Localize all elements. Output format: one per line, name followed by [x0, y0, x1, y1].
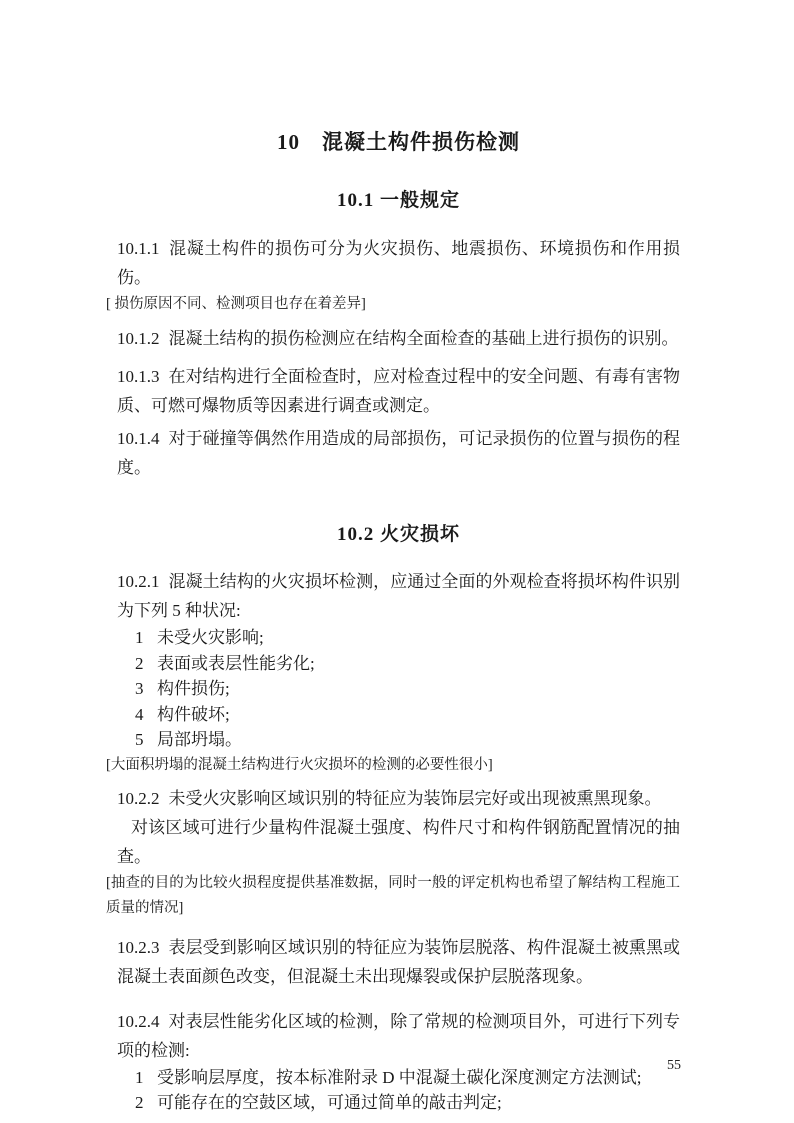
clause-10-1-2: [117, 324, 680, 353]
item-text: 构件破坏;: [157, 704, 230, 724]
clause-10-2-1: [117, 567, 680, 625]
list-item: [117, 676, 680, 702]
clause-10-2-1-note: [大面积坍塌的混凝土结构进行火灾损坏的检测的必要性很小]: [106, 756, 493, 773]
item-number: 2: [135, 653, 144, 673]
item-number: 1: [135, 628, 144, 647]
clause-10-2-2-continuation: 对该区域可进行少量构件混凝土强度、构件尺寸和构件钢筋配置情况的抽查。: [117, 817, 680, 866]
list-item: [117, 702, 680, 728]
list-item: [117, 651, 680, 677]
chapter-title: 10 混凝土构件损伤检测: [277, 130, 520, 154]
clause-number: 10.2.3: [117, 937, 160, 957]
clause-10-1-4: [117, 424, 680, 482]
item-number: 3: [135, 679, 144, 698]
clause-10-1-1-note: [ 损伤原因不同、检测项目也存在着差异]: [106, 296, 366, 312]
clause-number: 10.1.2: [117, 329, 160, 348]
clause-number: 10.1.1: [117, 239, 160, 258]
item-text: 构件损伤;: [157, 679, 230, 698]
clause-10-2-4-list: [117, 1065, 680, 1116]
clause-text: 在对结构进行全面检查时，应对检查过程中的安全问题、有毒有害物质、可燃可爆物质等因素进行调查或测定。: [117, 367, 680, 415]
item-number: 4: [135, 704, 144, 724]
item-text: 局部坍塌。: [157, 730, 242, 749]
clause-10-1-3: [117, 362, 680, 420]
clause-number: 10.2.2: [117, 788, 160, 808]
clause-number: 10.1.3: [117, 367, 160, 386]
item-text: 可能存在的空鼓区域，可通过简单的敲击判定;: [157, 1093, 502, 1112]
item-number: 5: [135, 730, 144, 749]
clause-number: 10.1.4: [117, 429, 160, 448]
clause-10-2-4: [117, 1007, 680, 1065]
item-text: 表面或表层性能劣化;: [157, 653, 315, 673]
clause-text: 对于碰撞等偶然作用造成的局部损伤，可记录损伤的位置与损伤的程度。: [117, 429, 680, 477]
clause-10-2-3: [117, 933, 680, 991]
clause-text: 混凝土构件的损伤可分为火灾损伤、地震损伤、环境损伤和作用损伤。: [117, 239, 680, 287]
clause-10-2-2: [117, 784, 680, 813]
section-heading-10-2: 10.2 火灾损坏: [336, 524, 460, 545]
list-item: [117, 727, 680, 753]
list-item: [117, 1065, 680, 1091]
clause-10-2-2-note: [抽查的目的为比较火损程度提供基准数据，同时一般的评定机构也希望了解结构工程施工质量的情况]: [106, 874, 680, 916]
clause-text: 表层受到影响区域识别的特征应为装饰层脱落、构件混凝土被熏黑或混凝土表面颜色改变，但混凝土未出现爆裂或保护层脱落现象。: [117, 937, 680, 986]
clause-text: 混凝土结构的火灾损坏检测，应通过全面的外观检查将损坏构件识别为下列 5 种状况:: [117, 572, 680, 620]
clause-text: 混凝土结构的损伤检测应在结构全面检查的基础上进行损伤的识别。: [168, 329, 679, 348]
page-number: 55: [667, 1058, 681, 1073]
clause-text: 未受火灾影响区域识别的特征应为装饰层完好或出现被熏黑现象。: [168, 788, 662, 808]
item-text: 未受火灾影响;: [157, 628, 264, 647]
item-number: 2: [135, 1093, 144, 1112]
clause-number: 10.2.1: [117, 572, 160, 591]
list-item: [117, 625, 680, 651]
page-content: [106, 0, 680, 1116]
item-number: 1: [135, 1067, 144, 1087]
item-text: 受影响层厚度，按本标准附录 D 中混凝土碳化深度测定方法测试;: [157, 1067, 642, 1087]
clause-10-1-1: [117, 234, 680, 292]
list-item: [117, 1090, 680, 1116]
section-heading-10-1: 10.1 一般规定: [336, 190, 460, 211]
clause-10-2-1-list: [117, 625, 680, 753]
clause-number: 10.2.4: [117, 1011, 160, 1031]
clause-text: 对表层性能劣化区域的检测，除了常规的检测项目外，可进行下列专项的检测:: [117, 1011, 680, 1060]
